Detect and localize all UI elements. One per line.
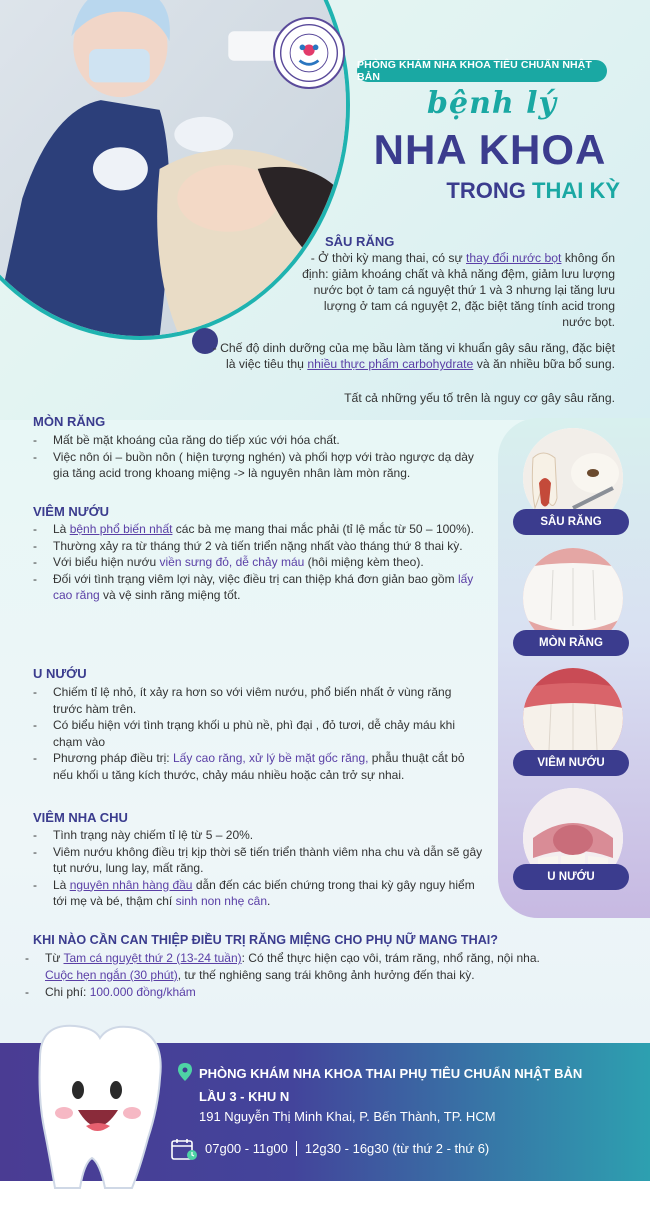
highlight: Tam cá nguyệt thứ 2 (13-24 tuần): [63, 951, 242, 965]
list-item: [33, 554, 483, 571]
highlight: Lấy cao răng, xử lý bề mặt gốc răng,: [172, 751, 369, 765]
text: : Có thể thực hiện cạo vôi, trám răng, nhổ răng, nội nha.: [241, 951, 540, 965]
viem-nha-chu-list: [33, 827, 483, 910]
hours-divider: [296, 1141, 297, 1156]
list-item: [33, 877, 483, 910]
footer-address: 191 Nguyễn Thị Minh Khai, P. Bến Thành, TP. HCM: [199, 1109, 496, 1124]
u-nuou-title: U NƯỚU: [33, 666, 87, 681]
sau-rang-p1-text: - Ở thời kỳ mang thai, có sự: [310, 251, 467, 265]
highlight: nguyên nhân hàng đầu: [69, 877, 193, 892]
list-item: - Có biểu hiện với tình trạng khối u phù nề, phì đại , đỏ tươi, dễ chảy máu khi chạm vào: [33, 717, 483, 750]
sau-rang-p2-text2: và ăn nhiều bữa bổ sung.: [473, 357, 615, 371]
list-item: [25, 950, 635, 967]
highlight: lấy cao răng: [53, 571, 474, 602]
text: Là: [53, 877, 70, 892]
text: phẫu thuật cắt bỏ nếu khối u tăng kích thước, chảy máu nhiều hoặc cản trở sự nhai.: [53, 751, 465, 782]
footer-hours: [205, 1141, 489, 1156]
sau-rang-p1-highlight: thay đổi nước bọt: [466, 251, 562, 265]
hospital-logo-icon: [273, 17, 345, 89]
highlight: sinh non nhẹ cân: [175, 894, 267, 908]
list-item: - Thường xảy ra từ tháng thứ 2 và tiến triển nặng nhất vào tháng thứ 8 thai kỳ.: [33, 538, 483, 555]
tooth-mascot-icon: [20, 1018, 170, 1193]
list-item: [25, 984, 635, 1001]
list-item: - Mất bề mặt khoáng của răng do tiếp xúc với hóa chất.: [33, 432, 483, 449]
list-item: - Tình trạng này chiếm tỉ lệ từ 5 – 20%.: [33, 827, 483, 844]
highlight: bệnh phổ biến nhất: [69, 522, 173, 536]
text: .: [267, 894, 271, 908]
sau-rang-p2-highlight: nhiều thực phẩm carbohydrate: [307, 357, 474, 371]
location-pin-icon: [178, 1063, 192, 1081]
list-item: [33, 571, 483, 604]
text: Phương pháp điều trị:: [53, 751, 173, 765]
title-sub-trong: TRONG: [446, 178, 526, 203]
badge-sau-rang: SÂU RĂNG: [513, 509, 629, 535]
sau-rang-p3: Tất cả những yếu tố trên là nguy cơ gây sâu răng.: [344, 391, 615, 405]
text: Chi phí:: [45, 985, 90, 999]
calendar-icon: [170, 1137, 198, 1161]
list-item: - Chiếm tỉ lệ nhỏ, ít xảy ra hơn so với viêm nướu, phổ biến nhất ở vùng răng trước hàm trên.: [33, 684, 483, 717]
sau-rang-p2-text: - Chế độ dinh dưỡng của mẹ bầu làm tăng vi khuẩn gây sâu răng, đặc biệt là việc tiêu thụ: [212, 341, 615, 371]
sau-rang-p2: [207, 340, 615, 372]
viem-nha-chu-title: VIÊM NHA CHU: [33, 810, 128, 825]
list-item: [33, 750, 483, 783]
mon-rang-list: [33, 432, 483, 482]
viem-nuou-title: VIÊM NƯỚU: [33, 504, 110, 519]
badge-u-nuou: U NƯỚU: [513, 864, 629, 890]
text: Với biểu hiện nướu: [53, 555, 160, 569]
text: và vệ sinh răng miệng tốt.: [99, 588, 241, 602]
sau-rang-p1: [300, 250, 615, 330]
footer-clinic-name: PHÒNG KHÁM NHA KHOA THAI PHỤ TIÊU CHUẨN NHẬT BẢN: [199, 1066, 583, 1081]
question-title: KHI NÀO CẦN CAN THIỆP ĐIỀU TRỊ RĂNG MIỆNG CHO PHỤ NỮ MANG THAI?: [33, 933, 498, 947]
text: dẫn đến các biến chứng trong thai kỳ gây nguy hiểm tới mẹ và bé, thậm chí: [53, 877, 475, 908]
text: Từ: [45, 951, 64, 965]
list-item: [25, 967, 635, 984]
list-item: [33, 521, 483, 538]
highlight: viền sưng đỏ, dễ chảy máu: [159, 555, 305, 569]
viem-nuou-list: [33, 521, 483, 604]
badge-mon-rang: MÒN RĂNG: [513, 630, 629, 656]
title-sub-thai-ky: THAI KỲ: [532, 178, 620, 203]
list-item: - Việc nôn ói – buồn nôn ( hiện tượng nghén) và phối hợp với trào ngược dạ dày gia tăng acid trong khoang miệng -> là nguyên nhân làm mòn răng.: [33, 449, 483, 482]
sau-rang-p1-text2: không ổn định: giảm khoáng chất và khả năng đệm, giảm lưu lượng nước bọt ở tam cá nguyệt thứ 1 và 3 nhưng lại tăng lưu lượng ở tam cá nguyệt 2, đặc biệt tăng tính acid trong nước bọt.: [302, 251, 615, 329]
highlight: Cuộc hẹn ngắn (30 phút): [45, 968, 178, 982]
page-title: NHA KHOA: [373, 126, 607, 173]
question-list: [25, 950, 635, 1001]
text: (hôi miệng kèm theo).: [304, 555, 424, 569]
u-nuou-list: [33, 684, 483, 783]
footer-floor: LẦU 3 - KHU N: [199, 1089, 290, 1104]
text: , tư thế nghiêng sang trái không ảnh hưởng đến thai kỳ.: [177, 968, 475, 982]
title-script: bệnh lý: [427, 86, 557, 121]
text: các bà mẹ mang thai mắc phải (tỉ lệ mắc từ 50 – 100%).: [172, 522, 474, 536]
sau-rang-title: SÂU RĂNG: [325, 234, 395, 249]
badge-viem-nuou: VIÊM NƯỚU: [513, 750, 629, 776]
highlight: 100.000 đồng/khám: [89, 985, 196, 999]
text: Là: [53, 522, 70, 536]
hours-morning: 07g00 - 11g00: [205, 1141, 288, 1156]
title-subline: [380, 178, 620, 204]
mon-rang-title: MÒN RĂNG: [33, 414, 106, 429]
hours-afternoon: 12g30 - 16g30 (từ thứ 2 - thứ 6): [304, 1141, 490, 1156]
clinic-pill: PHÒNG KHÁM NHA KHOA TIÊU CHUẨN NHẬT BẢN: [357, 60, 607, 82]
text: Đối với tình trạng viêm lợi này, việc điều trị can thiệp khá đơn giản bao gồm: [53, 571, 458, 586]
list-item: - Viêm nướu không điều trị kịp thời sẽ tiến triển thành viêm nha chu và dẫn sẽ gây tụt nướu, lung lay, mất răng.: [33, 844, 483, 877]
